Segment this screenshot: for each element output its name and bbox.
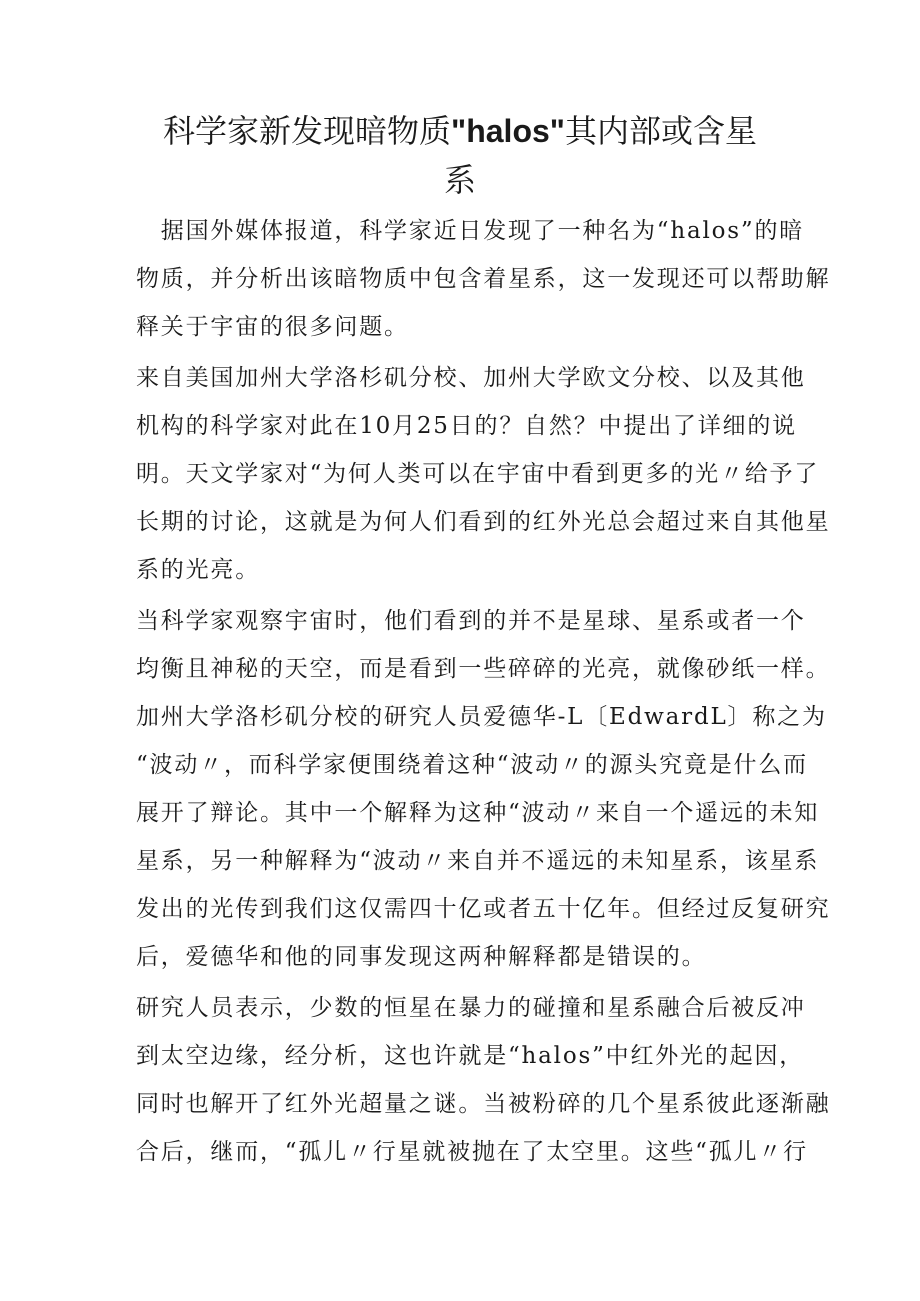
title-latin-term: "halos" [451, 113, 565, 149]
page-title-continuation: 系 [443, 161, 476, 199]
paragraph-3-line-6: 星系，另一种解释为“波动〃来自并不遥远的未知星系，该星系 [136, 848, 820, 874]
paragraph-4-line-2: 到太空边缘，经分析，这也许就是“halos”中红外光的起因， [136, 1043, 805, 1069]
title-text-part-2: 其内部或含星 [564, 112, 757, 150]
paragraph-3-line-2: 均衡且神秘的天空，而是看到一些碎碎的光亮，就像砂纸一样。 [136, 656, 831, 682]
paragraph-3-line-5: 展开了辩论。其中一个解释为这种“波动〃来自一个遥远的未知 [136, 800, 820, 826]
paragraph-3-line-3: 加州大学洛杉矶分校的研究人员爱德华-L〔EdwardL〕称之为 [136, 704, 827, 730]
paragraph-3-line-7: 发出的光传到我们这仅需四十亿或者五十亿年。但经过反复研究 [136, 896, 831, 922]
paragraph-1-line-1: 据国外媒体报道，科学家近日发现了一种名为“halos”的暗 [136, 218, 805, 244]
paragraph-4-line-4: 合后，继而，“孤儿〃行星就被抛在了太空里。这些“孤儿〃行 [136, 1139, 808, 1165]
paragraph-4-line-3: 同时也解开了红外光超量之谜。当被粉碎的几个星系彼此逐渐融 [136, 1091, 831, 1117]
paragraph-3-line-1: 当科学家观察宇宙时，他们看到的并不是星球、星系或者一个 [136, 608, 806, 634]
title-text-part-1: 科学家新发现暗物质 [163, 112, 452, 150]
paragraph-1-line-2: 物质，并分析出该暗物质中包含着星系，这一发现还可以帮助解 [136, 266, 831, 292]
paragraph-2-line-2: 机构的科学家对此在10月25日的？自然？中提出了详细的说 [136, 413, 797, 439]
paragraph-3-line-4: “波动〃，而科学家便围绕着这种“波动〃的源头究竟是什么而 [136, 752, 808, 778]
paragraph-2-line-5: 系的光亮。 [136, 557, 260, 583]
paragraph-4-line-1: 研究人员表示，少数的恒星在暴力的碰撞和星系融合后被反冲 [136, 995, 806, 1021]
page-title [130, 108, 790, 154]
paragraph-2-line-4: 长期的讨论，这就是为何人们看到的红外光总会超过来自其他星 [136, 509, 831, 535]
paragraph-3-line-8: 后，爱德华和他的同事发现这两种解释都是错误的。 [136, 944, 707, 970]
paragraph-2-line-3: 明。天文学家对“为何人类可以在宇宙中看到更多的光〃给予了 [136, 461, 820, 487]
paragraph-1-line-3: 释关于宇宙的很多问题。 [136, 314, 409, 340]
paragraph-2-line-1: 来自美国加州大学洛杉矶分校、加州大学欧文分校、以及其他 [136, 365, 806, 391]
